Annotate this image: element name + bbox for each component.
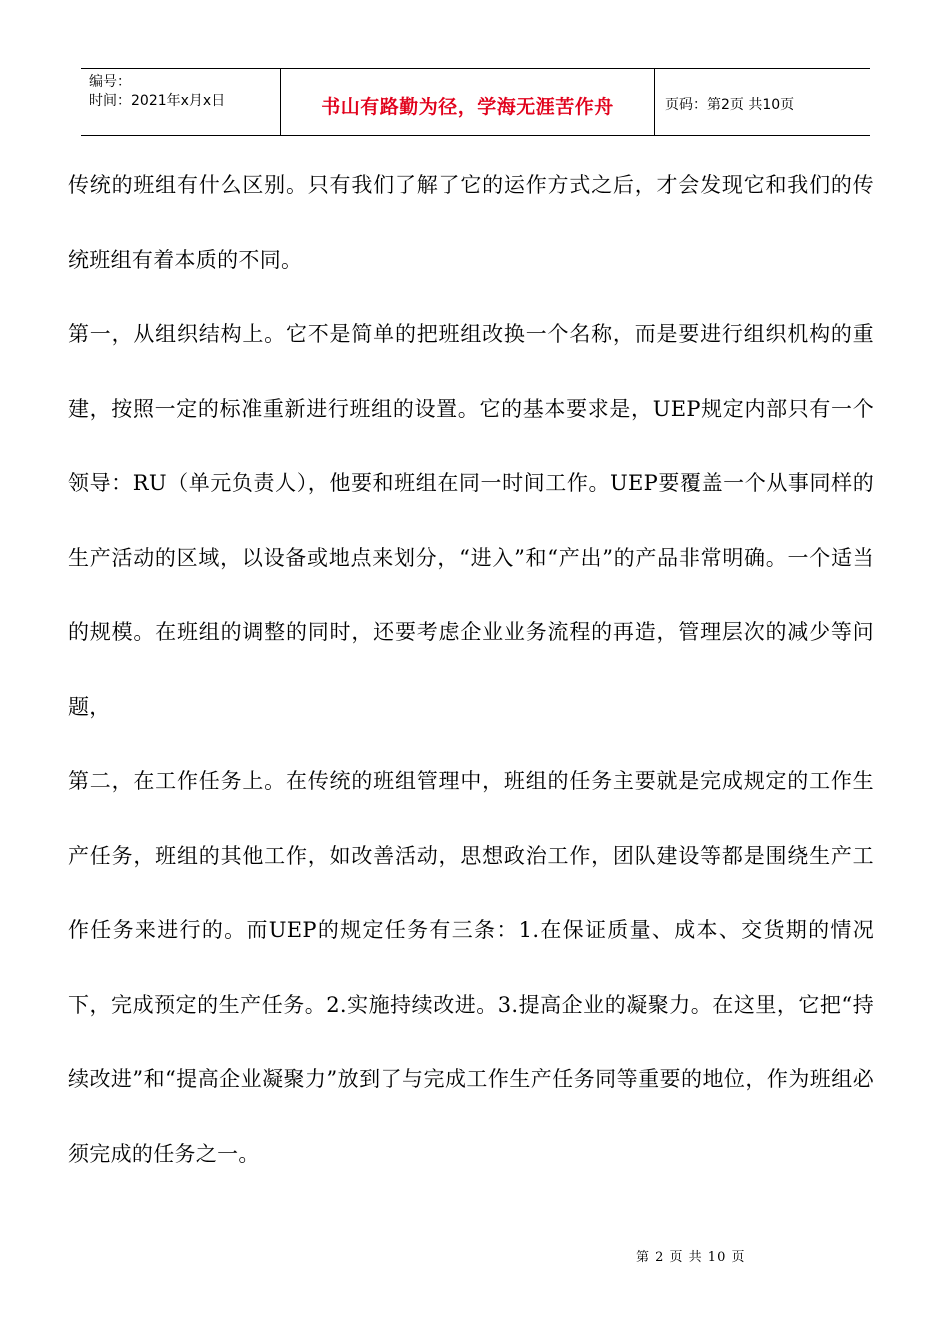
header-meta-cell [81,69,281,135]
header-page-info: 页码：第2页 共10页 [665,97,795,113]
serial-number-label: 编号： [89,74,131,90]
header-motto-cell [281,69,655,135]
body-paragraph: 第一，从组织结构上。它不是简单的把班组改换一个名称，而是要进行组织机构的重建，按照一定的标准重新进行班组的设置。它的基本要求是，UEP规定内部只有一个领导：RU（单元负责人），他要和班组在同一时间工作。UEP要覆盖一个从事同样的生产活动的区域，以设备或地点来划分，“进入”和“产出”的产品非常明确。一个适当的规模。在班组的调整的同时，还要考虑企业业务流程的再造，管理层次的减少等问题， [68,322,874,719]
body-paragraph: 传统的班组有什么区别。只有我们了解了它的运作方式之后，才会发现它和我们的传统班组有着本质的不同。 [68,173,874,272]
date-label: 时间：2021年x月x日 [89,93,226,109]
header-page-cell [655,69,870,135]
document-body [68,168,874,1191]
footer-page-number: 第 2 页 共 10 页 [636,1250,746,1265]
header-motto: 书山有路勤为径，学海无涯苦作舟 [321,95,614,118]
page-footer [0,1246,950,1265]
document-header [81,68,870,136]
body-paragraph: 第二，在工作任务上。在传统的班组管理中，班组的任务主要就是完成规定的工作生产任务，班组的其他工作，如改善活动，思想政治工作，团队建设等都是围绕生产工作任务来进行的。而UEP的规定任务有三条：1.在保证质量、成本、交货期的情况下，完成预定的生产任务。2.实施持续改进。3.提高企业的凝聚力。在这里，它把“持续改进”和“提高企业凝聚力”放到了与完成工作生产任务同等重要的地位，作为班组必须完成的任务之一。 [68,769,874,1166]
